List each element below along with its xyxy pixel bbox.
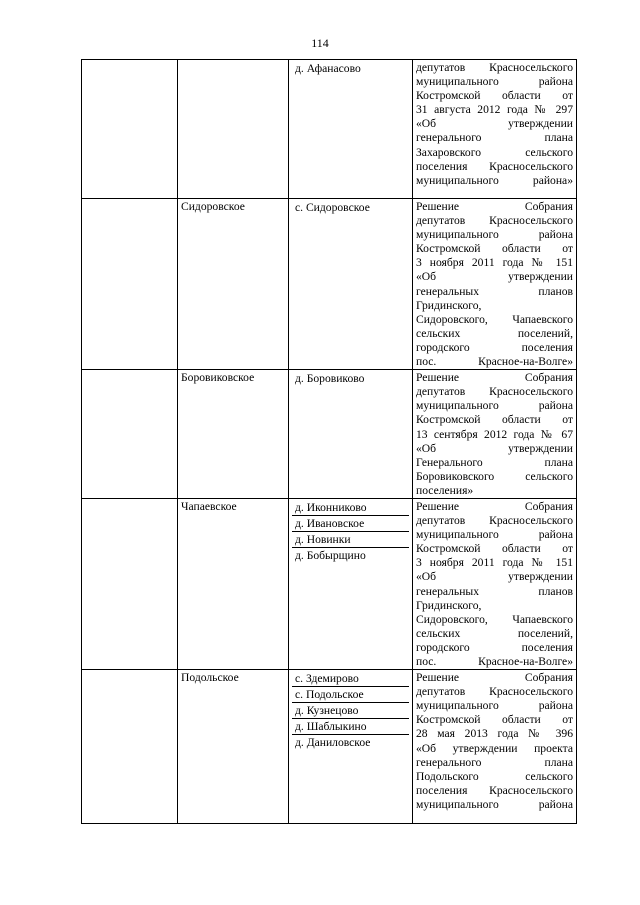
settlement-cell: Подольское (178, 670, 289, 824)
place-name: д. Кузнецово (292, 702, 409, 718)
document-cell (413, 370, 577, 499)
settlement-cell: Чапаевское (178, 498, 289, 669)
document-line: Гридинского, (416, 598, 482, 612)
document-text (416, 500, 573, 669)
places-cell (289, 670, 413, 824)
document-line: Решение Собрания (416, 371, 573, 385)
document-line: поселения Красносельского (416, 159, 573, 173)
document-line: генеральных планов (416, 284, 573, 298)
document-cell (413, 498, 577, 669)
table-row (82, 498, 577, 669)
document-line: муниципального района (416, 75, 573, 89)
document-line: поселения» (416, 483, 474, 497)
table-row (82, 60, 577, 199)
document-line: Гридинского, (416, 298, 482, 312)
document-line: «Об утверждении проекта (416, 741, 573, 755)
document-line: Сидоровского, Чапаевского (416, 312, 573, 326)
document-line: сельских поселений, (416, 626, 573, 640)
document-line: депутатов Красносельского (416, 61, 573, 74)
place-name: д. Бобырщино (292, 547, 409, 563)
document-line: Костромской области от (416, 713, 573, 727)
document-text (416, 371, 573, 498)
table-row (82, 370, 577, 499)
settlement-cell (178, 60, 289, 199)
document-line: Костромской области от (416, 413, 573, 427)
document-line: муниципального района (416, 699, 573, 713)
page-number: 114 (311, 36, 329, 50)
document-cell (413, 60, 577, 199)
document-line: Захаровского сельского (416, 145, 573, 159)
place-name: д. Ивановское (292, 515, 409, 531)
document-line: Костромской области от (416, 89, 573, 103)
document-cell (413, 199, 577, 370)
document-line: 13 сентября 2012 года № 67 (416, 427, 573, 441)
document-line: Решение Собрания (416, 200, 573, 213)
settlement-cell: Сидоровское (178, 199, 289, 370)
place-name: д. Новинки (292, 531, 409, 547)
document-line: муниципального района (416, 228, 573, 242)
document-line: Костромской области от (416, 242, 573, 256)
table-row (82, 670, 577, 824)
document-text (416, 671, 573, 812)
place-name: с. Здемирово (295, 672, 359, 686)
document-line: 3 ноября 2011 года № 151 (416, 256, 573, 270)
place-name: д. Даниловское (292, 734, 409, 750)
table-body (82, 60, 577, 824)
settlement-cell: Боровиковское (178, 370, 289, 499)
document-line: муниципального района» (416, 173, 573, 187)
document-line: генеральных планов (416, 584, 573, 598)
table-row (82, 199, 577, 370)
document-line: Генерального плана (416, 455, 573, 469)
document-line: 28 мая 2013 года № 396 (416, 727, 573, 741)
places-cell (289, 370, 413, 499)
document-line: муниципального района (416, 399, 573, 413)
document-line: генерального плана (416, 755, 573, 769)
row-number-cell (82, 60, 178, 199)
document-text (416, 61, 573, 188)
document-line: сельских поселений, (416, 326, 573, 340)
document-line: депутатов Красносельского (416, 385, 573, 399)
document-text (416, 200, 573, 369)
document-line: депутатов Красносельского (416, 685, 573, 699)
document-line: «Об утверждении (416, 270, 573, 284)
places-cell (289, 199, 413, 370)
document-line: муниципального района (416, 528, 573, 542)
document-line: Костромской области от (416, 542, 573, 556)
document-line: Решение Собрания (416, 499, 573, 513)
row-number-cell (82, 670, 178, 824)
document-line: Подольского сельского (416, 769, 573, 783)
document-line: пос. Красное-на-Волге» (416, 655, 573, 668)
place-name: д. Шаблыкино (292, 718, 409, 734)
document-line: депутатов Красносельского (416, 514, 573, 528)
document-line: 31 августа 2012 года № 297 (416, 103, 573, 117)
document-line: «Об утверждении (416, 117, 573, 131)
row-number-cell (82, 199, 178, 370)
place-name: с. Сидоровское (295, 201, 370, 214)
document-line: поселения Красносельского (416, 783, 573, 797)
places-cell (289, 498, 413, 669)
row-number-cell (82, 370, 178, 499)
place-name: д. Иконниково (295, 500, 367, 514)
document-line: «Об утверждении (416, 570, 573, 584)
place-name: с. Подольское (292, 686, 409, 702)
document-line: «Об утверждении (416, 441, 573, 455)
document-line: муниципального района (416, 797, 573, 811)
document-line: городского поселения (416, 340, 573, 354)
document-line: Решение Собрания (416, 671, 573, 685)
document-line: городского поселения (416, 640, 573, 654)
document-cell (413, 670, 577, 824)
place-name: д. Боровиково (295, 372, 365, 386)
document-line: депутатов Красносельского (416, 214, 573, 228)
document-line: 3 ноября 2011 года № 151 (416, 556, 573, 570)
document-line: Сидоровского, Чапаевского (416, 612, 573, 626)
document-line: генерального плана (416, 131, 573, 145)
document-line: Боровиковского сельского (416, 469, 573, 483)
document-line: пос. Красное-на-Волге» (416, 355, 573, 369)
row-number-cell (82, 498, 178, 669)
place-name: д. Афанасово (295, 62, 361, 75)
settlements-table (81, 59, 577, 824)
places-cell (289, 60, 413, 199)
